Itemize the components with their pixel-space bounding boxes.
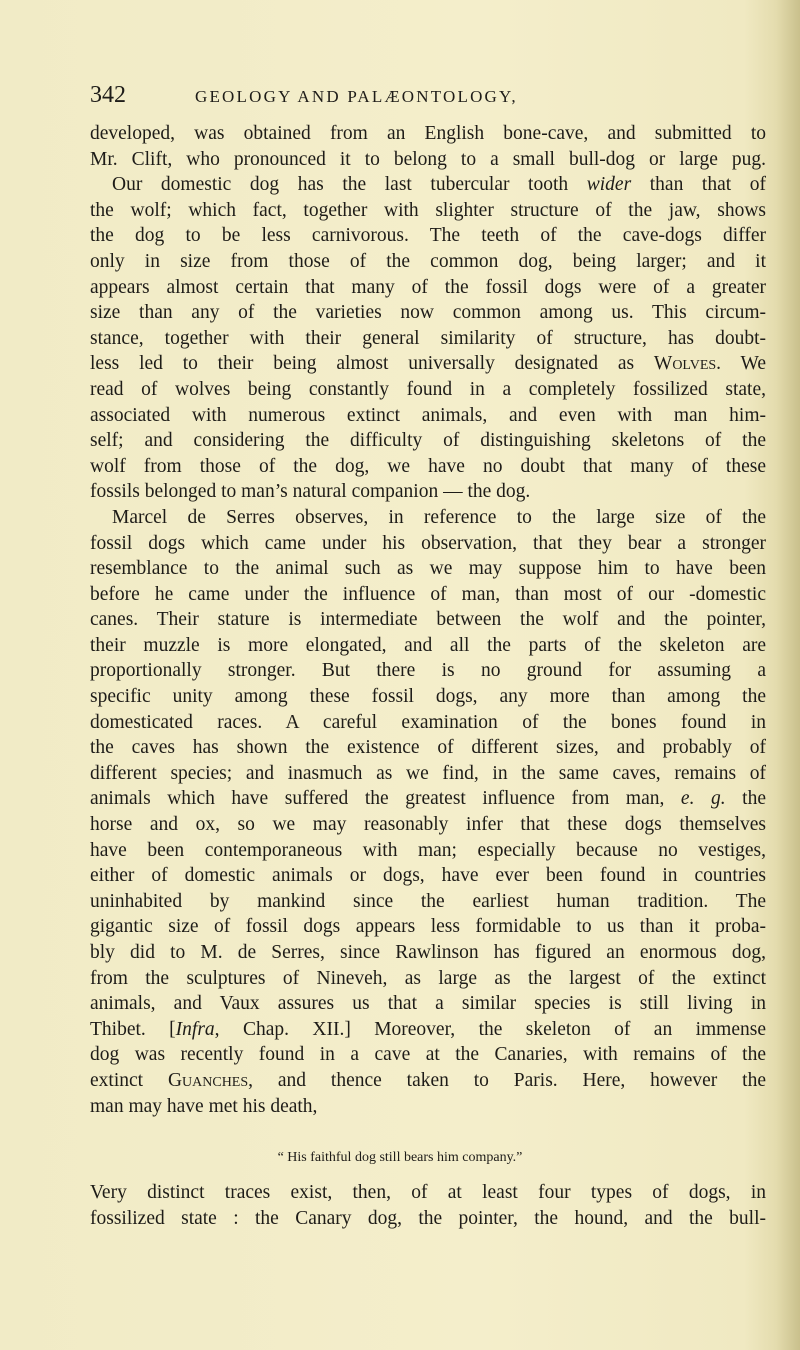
text-run: fossilized state : the Canary dog, the pointer, the hound, and the bull-	[90, 1207, 766, 1229]
text-line	[90, 326, 766, 352]
page-header	[90, 82, 770, 112]
text-line	[90, 658, 766, 684]
text-line	[90, 914, 766, 940]
text-line	[90, 1206, 766, 1232]
text-run: proportionally stronger. But there is no ground for assuming a	[90, 660, 766, 682]
text-run: less led to their being almost universally designated as	[90, 353, 654, 375]
italic-text: wider	[586, 174, 632, 196]
text-line	[90, 300, 766, 326]
text-line	[90, 684, 766, 710]
text-run: either of domestic animals or dogs, have ever been found in countries	[90, 865, 766, 887]
text-run: gigantic size of fossil dogs appears less formidable to us than it proba-	[90, 916, 766, 938]
text-run: read of wolves being constantly found in a completely fossilized state,	[90, 378, 766, 400]
text-line	[90, 582, 766, 608]
text-line	[90, 812, 766, 838]
text-line	[90, 966, 766, 992]
text-run: resemblance to the animal such as we may suppose him to have been	[90, 558, 766, 580]
text-line	[90, 121, 766, 147]
text-run: the	[725, 788, 766, 810]
text-run: size than any of the varieties now common among us. This circum-	[90, 302, 766, 324]
text-line	[90, 761, 766, 787]
italic-text: e. g.	[680, 788, 726, 810]
text-line	[90, 172, 766, 198]
text-line	[90, 454, 766, 480]
text-run: appears almost certain that many of the fossil dogs were of a greater	[90, 276, 766, 298]
body-text-continued	[90, 1180, 766, 1231]
text-run: self; and considering the difficulty of distinguishing skeletons of the	[90, 430, 766, 452]
text-run: Mr. Clift, who pronounced it to belong to a small bull-dog or large pug.	[90, 148, 766, 170]
text-line	[90, 735, 766, 761]
text-run: domesticated races. A careful examination of the bones found in	[90, 711, 766, 733]
text-line	[90, 991, 766, 1017]
text-line	[90, 531, 766, 557]
text-run: horse and ox, so we may reasonably infer that these dogs themselves	[90, 814, 766, 836]
text-run: from the sculptures of Nineveh, as large as the largest of the extinct	[90, 967, 766, 989]
text-line	[90, 556, 766, 582]
text-run: stance, together with their general similarity of structure, has doubt-	[90, 327, 766, 349]
text-run: have been contemporaneous with man; especially because no vestiges,	[90, 839, 766, 861]
quotation: “ His faithful dog still bears him company.”	[277, 1150, 523, 1165]
small-caps-text: Wolves	[653, 353, 717, 375]
body-text	[90, 121, 766, 1119]
text-line	[90, 1180, 766, 1206]
text-run: their muzzle is more elongated, and all the parts of the skeleton are	[90, 634, 766, 656]
text-run: specific unity among these fossil dogs, any more than among the	[90, 686, 766, 708]
text-run: only in size from those of the common dog, being larger; and it	[90, 250, 766, 272]
text-line	[90, 403, 766, 429]
text-line	[90, 710, 766, 736]
text-run: associated with numerous extinct animals, and even with man him-	[90, 404, 766, 426]
text-line	[90, 1094, 766, 1120]
text-run: Thibet. [	[90, 1018, 176, 1040]
text-line	[90, 786, 766, 812]
text-line	[90, 223, 766, 249]
text-run: developed, was obtained from an English bone-cave, and submitted to	[90, 123, 766, 144]
text-run: fossils belonged to man’s natural companion — the dog.	[90, 481, 531, 503]
text-line	[90, 479, 766, 505]
text-run: the caves has shown the existence of different sizes, and probably of	[90, 737, 766, 759]
text-run: , Chap. XII.] Moreover, the skeleton of an immense	[214, 1018, 766, 1040]
text-run: animals, and Vaux assures us that a similar species is still living in	[90, 993, 766, 1015]
text-run: . We	[716, 353, 766, 375]
text-run: before he came under the influence of man, than most of our -domestic	[90, 583, 766, 605]
text-line	[90, 147, 766, 173]
text-run: Marcel de Serres observes, in reference to the large size of the	[112, 506, 766, 528]
text-line	[90, 1017, 766, 1043]
text-line	[90, 838, 766, 864]
text-run: dog was recently found in a cave at the Canaries, with remains of the	[90, 1044, 766, 1066]
text-run: different species; and inasmuch as we find, in the same caves, remains of	[90, 762, 766, 784]
text-run: Our domestic dog has the last tubercular tooth	[112, 174, 587, 196]
running-title: GEOLOGY AND PALÆONTOLOGY,	[195, 87, 518, 106]
text-line	[90, 198, 766, 224]
text-run: the wolf; which fact, together with slighter structure of the jaw, shows	[90, 199, 766, 221]
italic-text: Infra	[175, 1018, 215, 1040]
text-line	[90, 607, 766, 633]
text-line	[90, 249, 766, 275]
text-run: bly did to M. de Serres, since Rawlinson has figured an enormous dog,	[90, 942, 766, 963]
text-run: canes. Their stature is intermediate between the wolf and the pointer,	[90, 609, 766, 631]
text-run: , and thence taken to Paris. Here, however the	[248, 1069, 766, 1091]
text-run: wolf from those of the dog, we have no doubt that many of these	[90, 455, 766, 477]
page-number: 342	[90, 82, 126, 108]
text-run: animals which have suffered the greatest influence from man,	[90, 788, 681, 810]
text-run: than that of	[631, 174, 767, 196]
text-line	[90, 275, 766, 301]
text-run: the dog to be less carnivorous. The teeth of the cave-dogs differ	[90, 225, 766, 247]
text-line	[90, 1068, 766, 1094]
text-run: man may have met his death,	[90, 1095, 318, 1117]
text-line	[90, 351, 766, 377]
text-run: uninhabited by mankind since the earliest human tradition. The	[90, 890, 766, 912]
text-line	[90, 1042, 766, 1068]
small-caps-text: Guanches	[167, 1069, 249, 1091]
text-line	[90, 940, 766, 966]
text-run: Very distinct traces exist, then, of at least four types of dogs, in	[90, 1182, 766, 1203]
text-line	[90, 863, 766, 889]
text-line	[90, 377, 766, 403]
text-run: extinct	[90, 1069, 168, 1091]
text-line	[90, 428, 766, 454]
text-run: fossil dogs which came under his observation, that they bear a stronger	[90, 532, 766, 554]
text-line	[90, 633, 766, 659]
text-line	[90, 889, 766, 915]
text-line	[90, 505, 766, 531]
